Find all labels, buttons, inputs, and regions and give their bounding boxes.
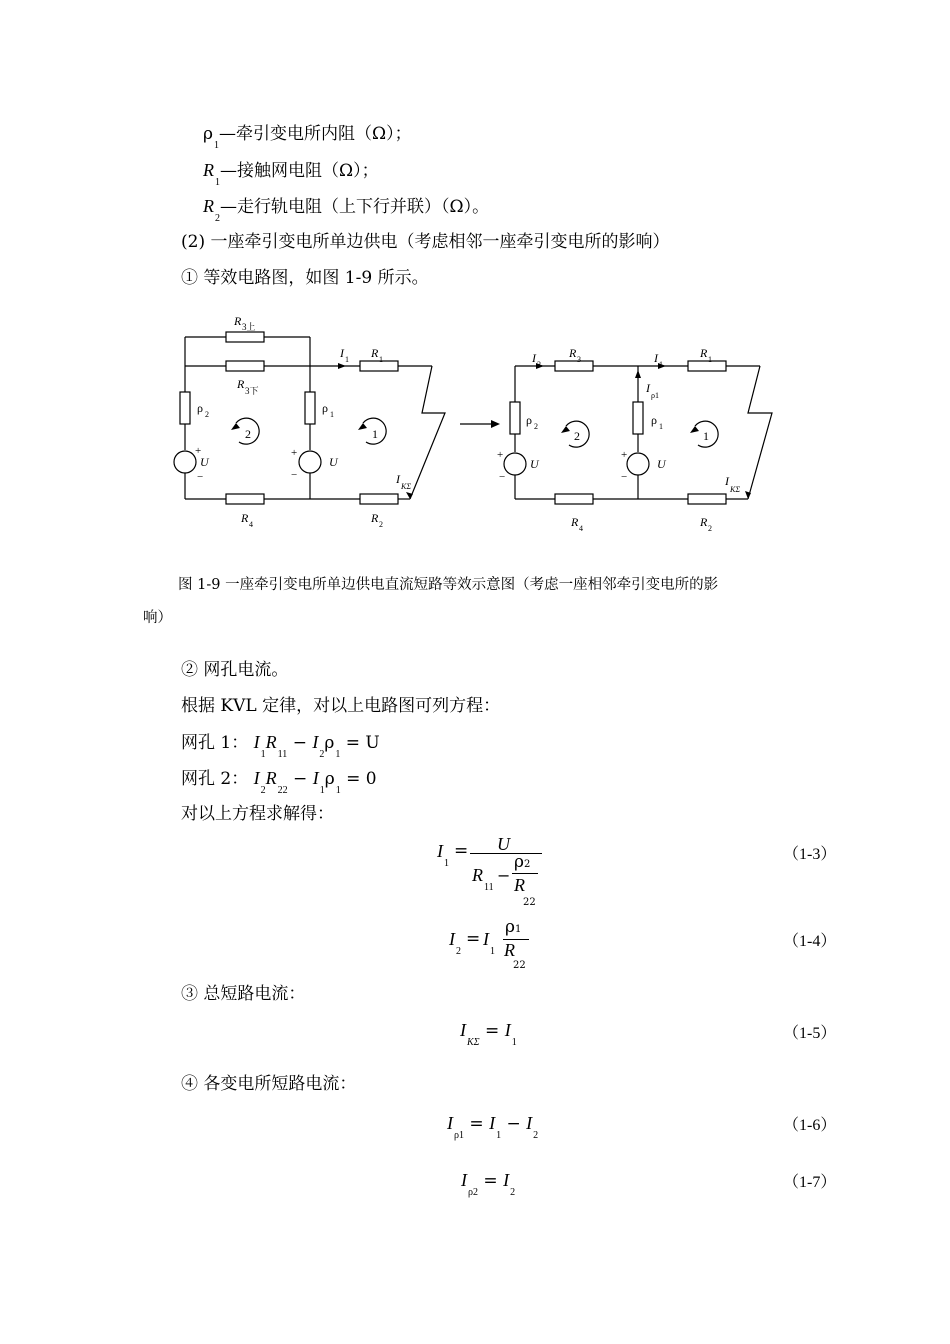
label-mesh1-left: 1 — [372, 427, 378, 441]
resistor-rho2-right — [510, 402, 520, 434]
equation-1-5: $I_{K\Sigma} = I_1$ — [460, 1020, 517, 1048]
transform-arrow — [491, 420, 500, 428]
figure-caption-line2: 响） — [143, 610, 172, 626]
equation-1-3: $I_1$ = U $R_{11}$ − ρ2 R 22 — [437, 836, 577, 911]
resistor-R4-left — [226, 494, 264, 504]
resistor-R3-top — [226, 332, 264, 342]
step-2-text: ② 网孔电流。 — [181, 660, 289, 680]
label-R4-right: R — [571, 515, 579, 529]
right-circuit — [504, 361, 772, 504]
svg-text:−: − — [499, 471, 506, 483]
step-3-text: ③ 总短路电流： — [181, 984, 306, 1004]
svg-text:+: + — [497, 449, 504, 461]
svg-text:+: + — [195, 445, 202, 457]
label-U-left-a: U — [200, 455, 209, 469]
equation-number-1-7: （1-7） — [783, 1174, 837, 1191]
section-heading: (2) 一座牵引变电所单边供电（考虑相邻一座牵引变电所的影响） — [181, 232, 670, 252]
resistor-R3-bottom — [226, 361, 264, 371]
kvl-intro: 根据 KVL 定律，对以上电路图可列方程： — [181, 696, 501, 716]
label-Irho1-right: I — [646, 381, 650, 395]
label-R1-R: R — [371, 346, 379, 360]
label-IK-left-I: I — [396, 472, 400, 486]
label-R1-sub: 1 — [379, 355, 383, 364]
label-I1-right-sub: 1 — [659, 360, 663, 369]
label-IK-right: I — [725, 474, 729, 488]
label-R4-right-sub: 4 — [579, 524, 583, 533]
label-R3-right-sub: 3 — [577, 355, 581, 364]
svg-text:−: − — [197, 471, 204, 483]
svg-text:+: + — [291, 447, 298, 459]
label-mesh2-left: 2 — [245, 427, 251, 441]
label-I2-right-sub: 2 — [537, 360, 541, 369]
mesh-2-equation: 网孔 2： $I_2R_{22} - I_1\rho_1 = 0$ — [181, 768, 377, 796]
label-rho2-right: ρ — [526, 413, 532, 427]
label-IK-right-sub: KΣ — [730, 485, 741, 494]
equation-number-1-4: （1-4） — [783, 933, 837, 950]
label-R2-right-sub: 2 — [708, 524, 712, 533]
resistor-R2-left — [360, 494, 398, 504]
equation-1-7: $I_{\rho 2} = I_2$ — [461, 1170, 516, 1198]
definition-R2: $R_2—$走行轨电阻（上下行并联）（Ω）。 — [203, 196, 490, 224]
resistor-rho1-right — [633, 402, 643, 434]
label-rho2-left: ρ — [197, 401, 203, 415]
label-IK-left-sub: KΣ — [401, 482, 412, 491]
label-rho1-left: ρ — [322, 401, 328, 415]
label-R3bottom-R: R — [237, 377, 245, 391]
step-4-text: ④ 各变电所短路电流： — [181, 1074, 357, 1094]
equation-1-4: $I_2$ = $I_1$ ρ1 R 22 — [449, 918, 549, 973]
label-R3bottom-sub: 3下 — [245, 386, 259, 396]
label-R3top-R: R — [234, 314, 242, 328]
label-R1-right: R — [700, 346, 708, 360]
label-rho1-right-sub: 1 — [659, 422, 663, 431]
circuit-figure — [160, 300, 800, 545]
label-I1-right: I — [654, 351, 658, 365]
label-mesh1-right: 1 — [703, 429, 709, 443]
label-R2-left-sub: 2 — [379, 520, 383, 529]
label-I2-right: I — [532, 351, 536, 365]
resistor-R3-right — [555, 361, 593, 371]
label-R3-right: R — [569, 346, 577, 360]
label-R2-left: R — [371, 511, 379, 525]
label-rho1-right: ρ — [651, 413, 657, 427]
resistor-R2-right — [688, 494, 726, 504]
resistor-R4-right — [555, 494, 593, 504]
step-1-text: ① 等效电路图，如图 1-9 所示。 — [181, 268, 429, 288]
source-U-left-b — [299, 451, 321, 473]
label-rho2-left-sub: 2 — [205, 410, 209, 419]
svg-text:+: + — [621, 449, 628, 461]
source-U-left-a — [174, 451, 196, 473]
label-I1-I: I — [340, 346, 344, 360]
source-U-right-b — [627, 453, 649, 475]
left-circuit — [174, 332, 445, 504]
label-R4-left: R — [241, 511, 249, 525]
equation-1-6: $I_{\rho 1} = I_1 - I_2$ — [447, 1113, 539, 1141]
label-R2-right: R — [700, 515, 708, 529]
label-U-left-b: U — [329, 455, 338, 469]
equation-number-1-5: （1-5） — [783, 1025, 837, 1042]
svg-text:−: − — [291, 469, 298, 481]
arrow-Irho1-right — [635, 370, 641, 378]
label-rho2-right-sub: 2 — [534, 422, 538, 431]
label-R1-right-sub: 1 — [708, 355, 712, 364]
svg-text:−: − — [621, 471, 628, 483]
figure-caption-line1: 图 1-9 一座牵引变电所单边供电直流短路等效示意图（考虑一座相邻牵引变电所的影 — [178, 577, 719, 593]
resistor-rho2-left — [180, 392, 190, 424]
label-I1-sub: 1 — [345, 355, 349, 364]
source-U-right-a — [504, 453, 526, 475]
solve-intro: 对以上方程求解得： — [181, 804, 334, 824]
equation-number-1-6: （1-6） — [783, 1117, 837, 1134]
label-R3top-sub: 3上 — [242, 322, 256, 332]
equation-number-1-3: （1-3） — [783, 846, 837, 863]
label-rho1-left-sub: 1 — [330, 410, 334, 419]
definition-rho1: $\rho_1—$牵引变电所内阻（Ω）； — [203, 124, 412, 151]
resistor-rho1-left — [305, 392, 315, 424]
mesh-1-equation: 网孔 1： $I_1R_{11} - I_2\rho_1 = U$ — [181, 732, 380, 760]
label-mesh2-right: 2 — [574, 429, 580, 443]
resistor-R1-right — [688, 361, 726, 371]
definition-R1: $R_1—$接触网电阻（Ω）； — [203, 160, 379, 188]
label-Irho1-right-sub: ρ1 — [651, 391, 659, 400]
label-U-right-a: U — [530, 457, 539, 471]
label-R4-left-sub: 4 — [249, 520, 253, 529]
label-U-right-b: U — [657, 457, 666, 471]
